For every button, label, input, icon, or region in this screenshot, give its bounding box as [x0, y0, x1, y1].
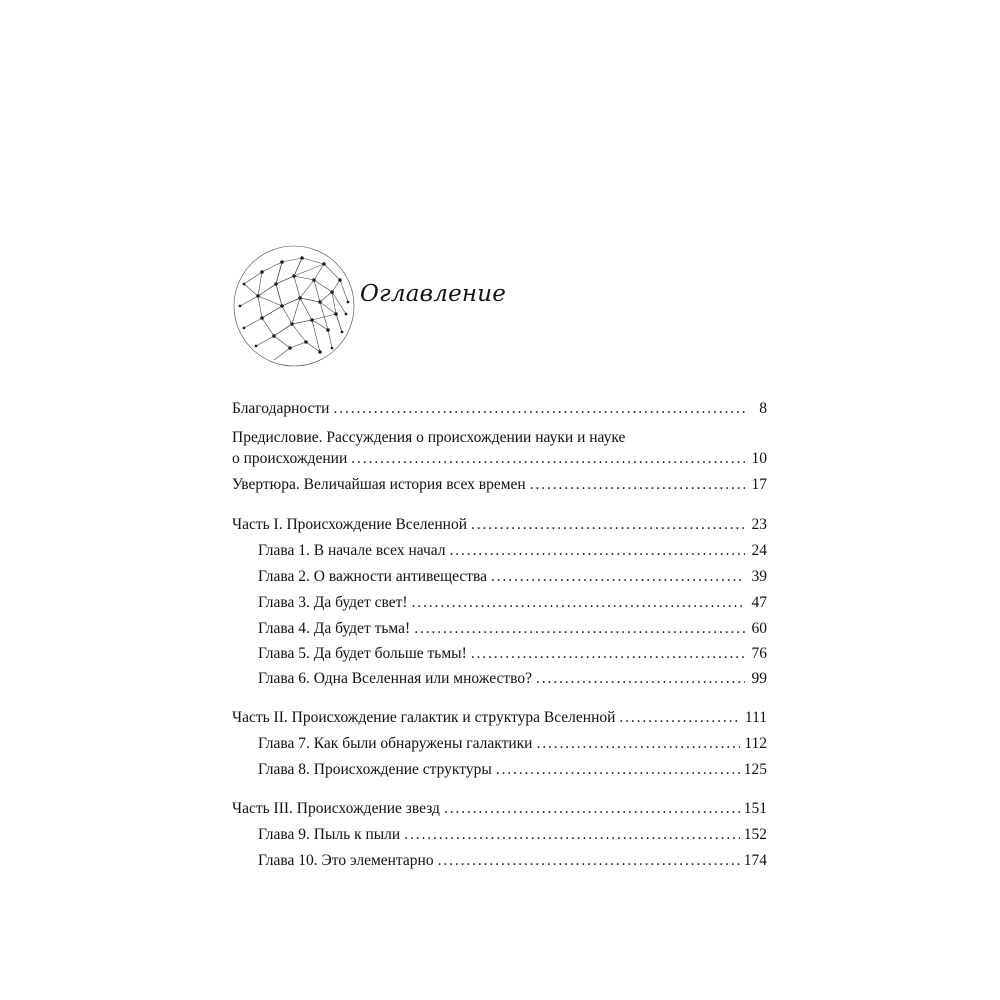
toc-entry-page: 174 [743, 852, 767, 869]
toc-chapter-entry[interactable] [258, 826, 767, 844]
toc-entry-page: 125 [743, 761, 767, 778]
toc-entry-title: Глава 1. В начале всех начал [258, 542, 446, 559]
toc-entry-title: Часть III. Происхождение звезд [232, 800, 440, 817]
toc-entry-page: 23 [751, 516, 767, 533]
toc-entry-page: 24 [751, 542, 767, 559]
toc-entry-title: Глава 3. Да будет свет! [258, 594, 408, 611]
leader-dots [404, 826, 740, 844]
toc-entry-title: Глава 9. Пыль к пыли [258, 826, 401, 843]
toc-entry-page: 39 [751, 568, 767, 585]
toc-entry-title: Глава 7. Как были обнаружены галактики [258, 735, 533, 752]
leader-dots [333, 400, 745, 418]
toc-chapter-entry[interactable] [258, 852, 767, 870]
toc-entry[interactable] [232, 476, 767, 494]
toc-chapter-entry[interactable] [258, 645, 767, 663]
network-sphere-icon [232, 244, 356, 368]
toc-entry-page: 112 [744, 735, 767, 752]
toc-entry-page: 151 [743, 800, 767, 817]
leader-dots [351, 450, 745, 468]
toc-entry-title: Часть I. Происхождение Вселенной [232, 516, 468, 533]
leader-dots [536, 735, 740, 753]
toc-entry-page: 60 [751, 620, 767, 637]
toc-entry-title: Глава 4. Да будет тьма! [258, 620, 411, 637]
toc-entry-page: 152 [743, 826, 767, 843]
toc-entry-page: 8 [759, 400, 767, 417]
leader-dots [412, 594, 745, 612]
leader-dots [471, 516, 745, 534]
leader-dots [491, 568, 745, 586]
toc-entry-title: Глава 8. Происхождение структуры [258, 761, 492, 778]
toc-entry-title: Глава 2. О важности антивещества [258, 568, 488, 585]
toc-chapter-entry[interactable] [258, 542, 767, 560]
toc-part-entry[interactable] [232, 516, 767, 534]
toc-entry-title: Часть II. Происхождение галактик и структура Вселенной [232, 709, 616, 726]
leader-dots [414, 620, 745, 638]
toc-entry-title: Увертюра. Величайшая история всех времен [232, 476, 526, 493]
toc-entry-page: 47 [751, 594, 767, 611]
leader-dots [444, 800, 740, 818]
toc-entry-page: 17 [751, 476, 767, 493]
toc-entry-page: 111 [744, 709, 767, 726]
toc-entry-title: Глава 5. Да будет больше тьмы! [258, 645, 467, 662]
toc-part-entry[interactable] [232, 709, 767, 727]
toc-entry-page: 99 [751, 670, 767, 687]
toc-entry-title: Глава 6. Одна Вселенная или множество? [258, 670, 533, 687]
toc-chapter-entry[interactable] [258, 568, 767, 586]
page-title: Оглавление [360, 281, 507, 307]
leader-dots [450, 542, 745, 560]
leader-dots [496, 761, 740, 779]
leader-dots [438, 852, 740, 870]
toc-entry-title: Благодарности [232, 400, 330, 417]
toc-entry-title: о происхождении [232, 450, 348, 467]
leader-dots [536, 670, 745, 688]
leader-dots [471, 645, 745, 663]
toc-entry[interactable] [232, 400, 767, 418]
toc-entry-page: 76 [751, 645, 767, 662]
toc-part-entry[interactable] [232, 800, 767, 818]
toc-entry-title-line1: Предисловие. Рассуждения о происхождении науки и науке [232, 429, 626, 446]
toc-chapter-entry[interactable] [258, 670, 767, 688]
toc-entry-page: 10 [751, 450, 767, 467]
toc-chapter-entry[interactable] [258, 620, 767, 638]
toc-chapter-entry[interactable] [258, 761, 767, 779]
leader-dots [530, 476, 745, 494]
toc-entry[interactable] [232, 450, 767, 468]
toc-entry-title: Глава 10. Это элементарно [258, 852, 434, 869]
leader-dots [619, 709, 740, 727]
toc-chapter-entry[interactable] [258, 594, 767, 612]
toc-chapter-entry[interactable] [258, 735, 767, 753]
